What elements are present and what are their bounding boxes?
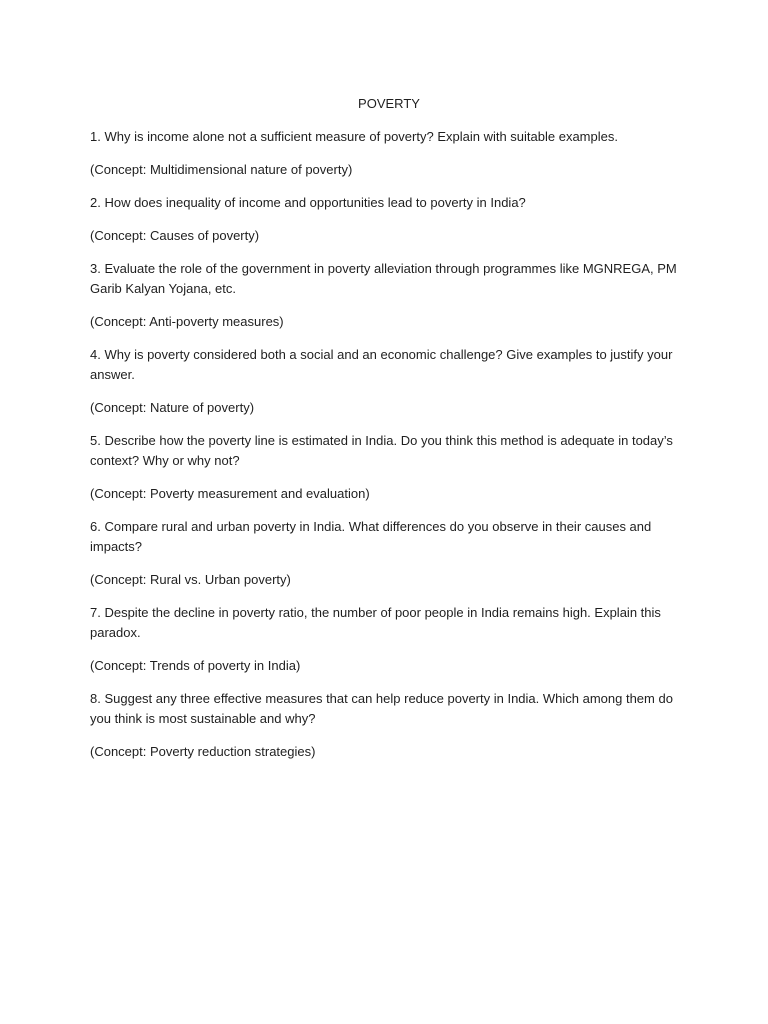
concept-7: (Concept: Trends of poverty in India) bbox=[90, 658, 301, 673]
question-4: 4. Why is poverty considered both a social and an economic challenge? Give examples to justify your answer. bbox=[90, 347, 673, 382]
document-body bbox=[90, 94, 680, 775]
question-5: 5. Describe how the poverty line is estimated in India. Do you think this method is adequate in today’s context? Why or why not? bbox=[90, 433, 673, 468]
question-3: 3. Evaluate the role of the government in poverty alleviation through programmes like MGNREGA, PM Garib Kalyan Yojana, etc. bbox=[90, 261, 677, 296]
question-8: 8. Suggest any three effective measures that can help reduce poverty in India. Which among them do you think is most sustainable and why? bbox=[90, 691, 673, 726]
question-7: 7. Despite the decline in poverty ratio, the number of poor people in India remains high. Explain this paradox. bbox=[90, 605, 661, 640]
document-title: POVERTY bbox=[358, 96, 420, 111]
question-2: 2. How does inequality of income and opportunities lead to poverty in India? bbox=[90, 195, 526, 210]
question-1: 1. Why is income alone not a sufficient measure of poverty? Explain with suitable examples. bbox=[90, 129, 618, 144]
concept-5: (Concept: Poverty measurement and evaluation) bbox=[90, 486, 370, 501]
concept-2: (Concept: Causes of poverty) bbox=[90, 228, 260, 243]
concept-3: (Concept: Anti-poverty measures) bbox=[90, 314, 284, 329]
concept-6: (Concept: Rural vs. Urban poverty) bbox=[90, 572, 291, 587]
question-6: 6. Compare rural and urban poverty in India. What differences do you observe in their causes and impacts? bbox=[90, 519, 652, 554]
concept-8: (Concept: Poverty reduction strategies) bbox=[90, 744, 316, 759]
concept-1: (Concept: Multidimensional nature of poverty) bbox=[90, 162, 353, 177]
concept-4: (Concept: Nature of poverty) bbox=[90, 400, 255, 415]
